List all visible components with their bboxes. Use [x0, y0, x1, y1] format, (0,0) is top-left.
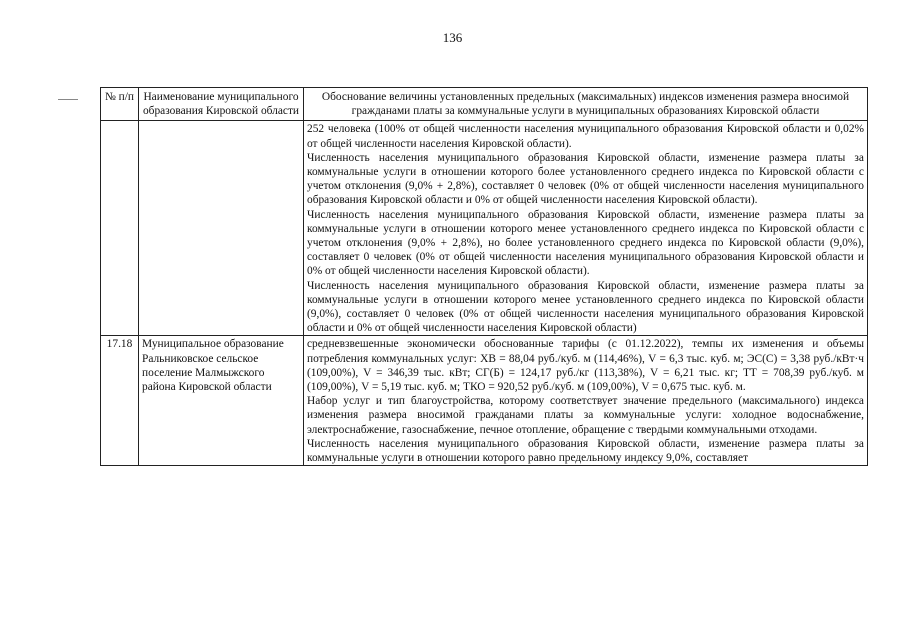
paragraph: Численность населения муниципального образования Кировской области, изменение размера платы за коммунальные услуги в отношении которого менее установленного среднего индекса по Кировской области (9,0%), составляет 0 человек (0% от общей численности населения муниципального образования Кировской области и 0% от общей численности населения Кировской области) [307, 279, 864, 335]
paragraph: Набор услуг и тип благоустройства, которому соответствует значение предельного (максимального) индекса изменения размера вносимой гражданами платы за коммунальные услуги: холодное водоснабжение, электроснабжение, газоснабжение, печное отопление, обращение с твердыми коммунальными отходами. [307, 395, 864, 436]
row-num [101, 121, 139, 336]
row-text [304, 121, 868, 336]
row-name [139, 121, 304, 336]
table-row [101, 336, 868, 466]
row-num: 17.18 [101, 336, 139, 466]
header-row [101, 88, 868, 121]
page-number: 136 [442, 30, 463, 45]
table-header [101, 88, 868, 121]
paragraph: средневзвешенные экономически обоснованные тарифы (с 01.12.2022), темпы их изменения и объемы потребления коммунальных услуг: ХВ = 88,04 руб./куб. м (114,46%), V = 6,3 тыс. куб. м; ЭС(С) = 3,38 руб./кВт·ч (109,00%), V = 346,39 тыс. кВт; СГ(Б) = 124,17 руб./кг (113,38%), V = 6,21 тыс. кг; ТТ = 708,39 руб./куб. м (109,00%), V = 5,19 тыс. куб. м; ТКО = 920,52 руб./куб. м (109,00%), V = 0,675 тыс. куб. м. [307, 338, 864, 394]
margin-mark [58, 99, 78, 100]
paragraph: Численность населения муниципального образования Кировской области, изменение размера платы за коммунальные услуги в отношении которого более установленного среднего индекса по Кировской области с учетом отклонения (9,0% + 2,8%), составляет 0 человек (0% от общей численности населения муниципального образования Кировской области и 0% от общей численности населения Кировской области). [307, 151, 864, 207]
header-text: Обоснование величины установленных предельных (максимальных) индексов изменения размера вносимой гражданами платы за коммунальные услуги в муниципальных образованиях Кировской области [304, 88, 868, 121]
table-body [101, 121, 868, 466]
paragraph: 252 человека (100% от общей численности населения муниципального образования Кировской области и 0,02% от общей численности населения Кировской области). [307, 123, 864, 150]
table-row [101, 121, 868, 336]
justification-table [100, 87, 868, 466]
header-name: Наименование муниципального образования Кировской области [139, 88, 304, 121]
header-num: № п/п [101, 88, 139, 121]
row-text [304, 336, 868, 466]
row-name: Муниципальное образование Ральниковское сельское поселение Малмыжского района Кировской области [139, 336, 304, 466]
paragraph: Численность населения муниципального образования Кировской области, изменение размера платы за коммунальные услуги в отношении которого менее установленного среднего индекса по Кировской области с учетом отклонения (9,0% + 2,8%), но более установленного среднего индекса по Кировской области (9,0%), составляет 0 человек (0% от общей численности населения муниципального образования Кировской области и 0% от общей численности населения Кировской области). [307, 208, 864, 278]
paragraph: Численность населения муниципального образования Кировской области, изменение размера платы за коммунальные услуги в отношении которого равно предельному индексу 9,0%, составляет [307, 437, 864, 465]
